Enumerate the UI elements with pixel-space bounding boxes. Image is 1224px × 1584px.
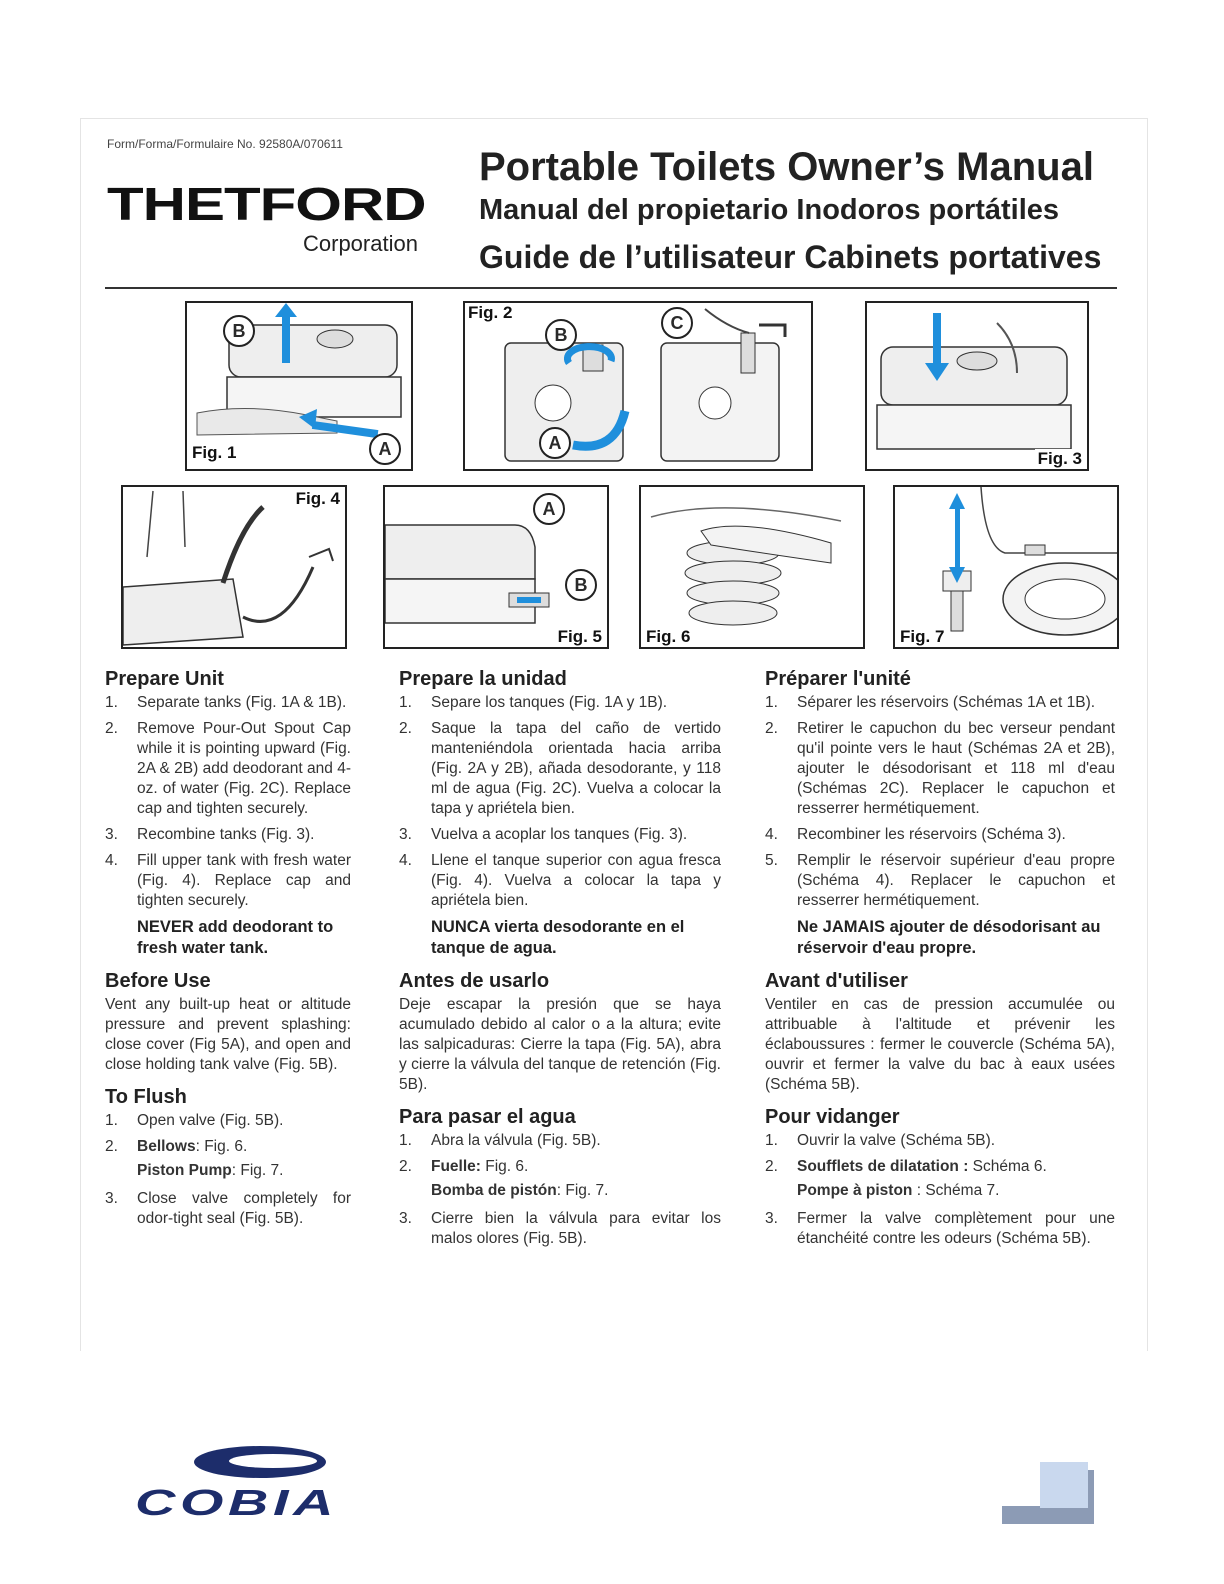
figure-5-label: Fig. 5: [555, 627, 605, 647]
list-item: 2. Bellows: Fig. 6.: [105, 1138, 248, 1155]
figure-6: [639, 485, 865, 649]
sub-item: Piston Pump: Fig. 7.: [137, 1162, 284, 1179]
figure-7: [893, 485, 1119, 649]
list-item: 3. Close valve completely for odor-tight seal (Fig. 5B).: [105, 1190, 351, 1227]
cobia-wordmark: COBIA: [135, 1482, 339, 1523]
prepare-heading: Préparer l'unité: [765, 668, 911, 690]
figure-2: [463, 301, 813, 471]
list-item: 2. Fuelle: Fig. 6.: [399, 1158, 529, 1175]
brand-name: THETFORD: [107, 177, 426, 231]
title-french: Guide de l’utilisateur Cabinets portatives: [479, 239, 1102, 275]
flush-heading: Pour vidanger: [765, 1106, 900, 1128]
form-number: Form/Forma/Formulaire No. 92580A/070611: [107, 137, 343, 151]
list-item: 3. Fermer la valve complètement pour une étanchéité contre les odeurs (Schéma 5B).: [765, 1210, 1115, 1247]
list-item: 1. Separe los tanques (Fig. 1A y 1B).: [399, 694, 668, 711]
figure-2-label: Fig. 2: [465, 303, 515, 323]
manual-page: [80, 118, 1148, 1351]
figure-4: [121, 485, 347, 649]
list-item: 1. Séparer les réservoirs (Schémas 1A et 1B).: [765, 694, 1096, 711]
figure-6-illustration: [641, 487, 863, 647]
list-item: 4. Llene el tanque superior con agua fresca (Fig. 4). Vuelva a colocar la tapa y apriétela bien.: [399, 852, 721, 909]
before-use-text: Vent any built-up heat or altitude pressure and prevent splashing: close cover (Fig 5A), and open and close holding tank valve (Fig. 5B).: [105, 996, 351, 1073]
tab-bar: [1002, 1506, 1094, 1524]
list-item: 2. Remove Pour-Out Spout Cap while it is pointing upward (Fig. 2A & 2B) add deodorant and 4-oz. of water (Fig. 2C). Replace cap and tighten securely.: [105, 720, 351, 817]
list-item: 3. Recombine tanks (Fig. 3).: [105, 826, 315, 843]
list-item: 4. Fill upper tank with fresh water (Fig. 4). Replace cap and tighten securely.: [105, 852, 351, 909]
callout-c: C: [661, 307, 693, 339]
brand-subtitle: Corporation: [303, 231, 418, 256]
flush-heading: Para pasar el agua: [399, 1106, 576, 1128]
figure-7-label: Fig. 7: [897, 627, 947, 647]
before-use-heading: Avant d'utiliser: [765, 970, 908, 992]
figure-3: [865, 301, 1089, 471]
figure-4-illustration: [123, 487, 345, 647]
list-item: 1. Separate tanks (Fig. 1A & 1B).: [105, 694, 347, 711]
figure-3-illustration: [867, 303, 1087, 469]
list-item: 2. Soufflets de dilatation : Schéma 6.: [765, 1158, 1047, 1175]
title-english: Portable Toilets Owner’s Manual: [479, 145, 1094, 189]
figure-1-label: Fig. 1: [189, 443, 239, 463]
list-item: 1. Abra la válvula (Fig. 5B).: [399, 1132, 601, 1149]
flush-heading: To Flush: [105, 1086, 187, 1108]
list-item: 3. Vuelva a acoplar los tanques (Fig. 3).: [399, 826, 688, 843]
before-use-heading: Before Use: [105, 970, 211, 992]
list-item: 4. Recombiner les réservoirs (Schéma 3).: [765, 826, 1066, 843]
warning-text: NEVER add deodorant to fresh water tank.: [137, 918, 334, 957]
prepare-heading: Prepare la unidad: [399, 668, 567, 690]
figure-6-label: Fig. 6: [643, 627, 693, 647]
before-use-heading: Antes de usarlo: [399, 970, 550, 992]
page-corner-tab: [1002, 1462, 1094, 1524]
figure-4-label: Fig. 4: [293, 489, 343, 509]
sub-item: Pompe à piston : Schéma 7.: [797, 1182, 1000, 1199]
figure-3-label: Fig. 3: [1035, 449, 1085, 469]
warning-text: Ne JAMAIS ajouter de désodorisant au réservoir d'eau propre.: [797, 918, 1101, 957]
sub-item: Bomba de pistón: Fig. 7.: [431, 1182, 609, 1199]
cobia-swoosh-icon: [135, 1444, 395, 1484]
callout-a: A: [539, 427, 571, 459]
thetford-logo: [107, 177, 457, 256]
callout-a: A: [533, 493, 565, 525]
callout-b: B: [565, 569, 597, 601]
english-column: [105, 669, 351, 1241]
prepare-heading: Prepare Unit: [105, 668, 224, 690]
callout-a: A: [369, 433, 401, 465]
figure-1: [185, 301, 413, 471]
before-use-text: Deje escapar la presión que se haya acumulado debido al calor o a la altura; evite las salpicaduras: Cierre la tapa (Fig. 5A), abra y cierre la válvula del tanque de retención (Fig. 5B).: [399, 996, 721, 1093]
figure-7-illustration: [895, 487, 1117, 647]
list-item: 2. Retirer le capuchon du bec verseur pendant qu'il pointe vers le haut (Schémas 2A et 2B), ajouter le désodorisant et 118 ml d'eau (Schémas 2C). Replacer le capuchon et resserrer hermétiquement.: [765, 720, 1115, 817]
cobia-logo: [135, 1444, 395, 1523]
figure-2-illustration: [465, 303, 811, 469]
list-item: 1. Ouvrir la valve (Schéma 5B).: [765, 1132, 996, 1149]
callout-b: B: [223, 315, 255, 347]
figure-5-illustration: [385, 487, 607, 647]
list-item: 2. Saque la tapa del caño de vertido manteniéndola orientada hacia arriba (Fig. 2A y 2B), añada desodorante, y 118 ml de agua (Fig. 2C). Vuelva a colocar la tapa y apriétela bien.: [399, 720, 721, 817]
list-item: 5. Remplir le réservoir supérieur d'eau propre (Schéma 4). Replacer le capuchon et resserrer hermétiquement.: [765, 852, 1115, 909]
title-spanish: Manual del propietario Inodoros portátiles: [479, 194, 1060, 226]
list-item: 1. Open valve (Fig. 5B).: [105, 1112, 284, 1129]
callout-b: B: [545, 319, 577, 351]
figure-5: [383, 485, 609, 649]
list-item: 3. Cierre bien la válvula para evitar los malos olores (Fig. 5B).: [399, 1210, 721, 1247]
before-use-text: Ventiler en cas de pression accumulée ou attribuable à l'altitude et prévenir les éclaboussures : fermer le couvercle (Schéma 5A), ouvrir et fermer la valve du bac à eaux usées (Schéma 5B).: [765, 996, 1115, 1093]
warning-text: NUNCA vierta desodorante en el tanque de agua.: [431, 918, 685, 957]
french-column: [765, 669, 1115, 1261]
header-divider: [105, 287, 1117, 289]
tab-square: [1040, 1462, 1088, 1508]
spanish-column: [399, 669, 721, 1261]
